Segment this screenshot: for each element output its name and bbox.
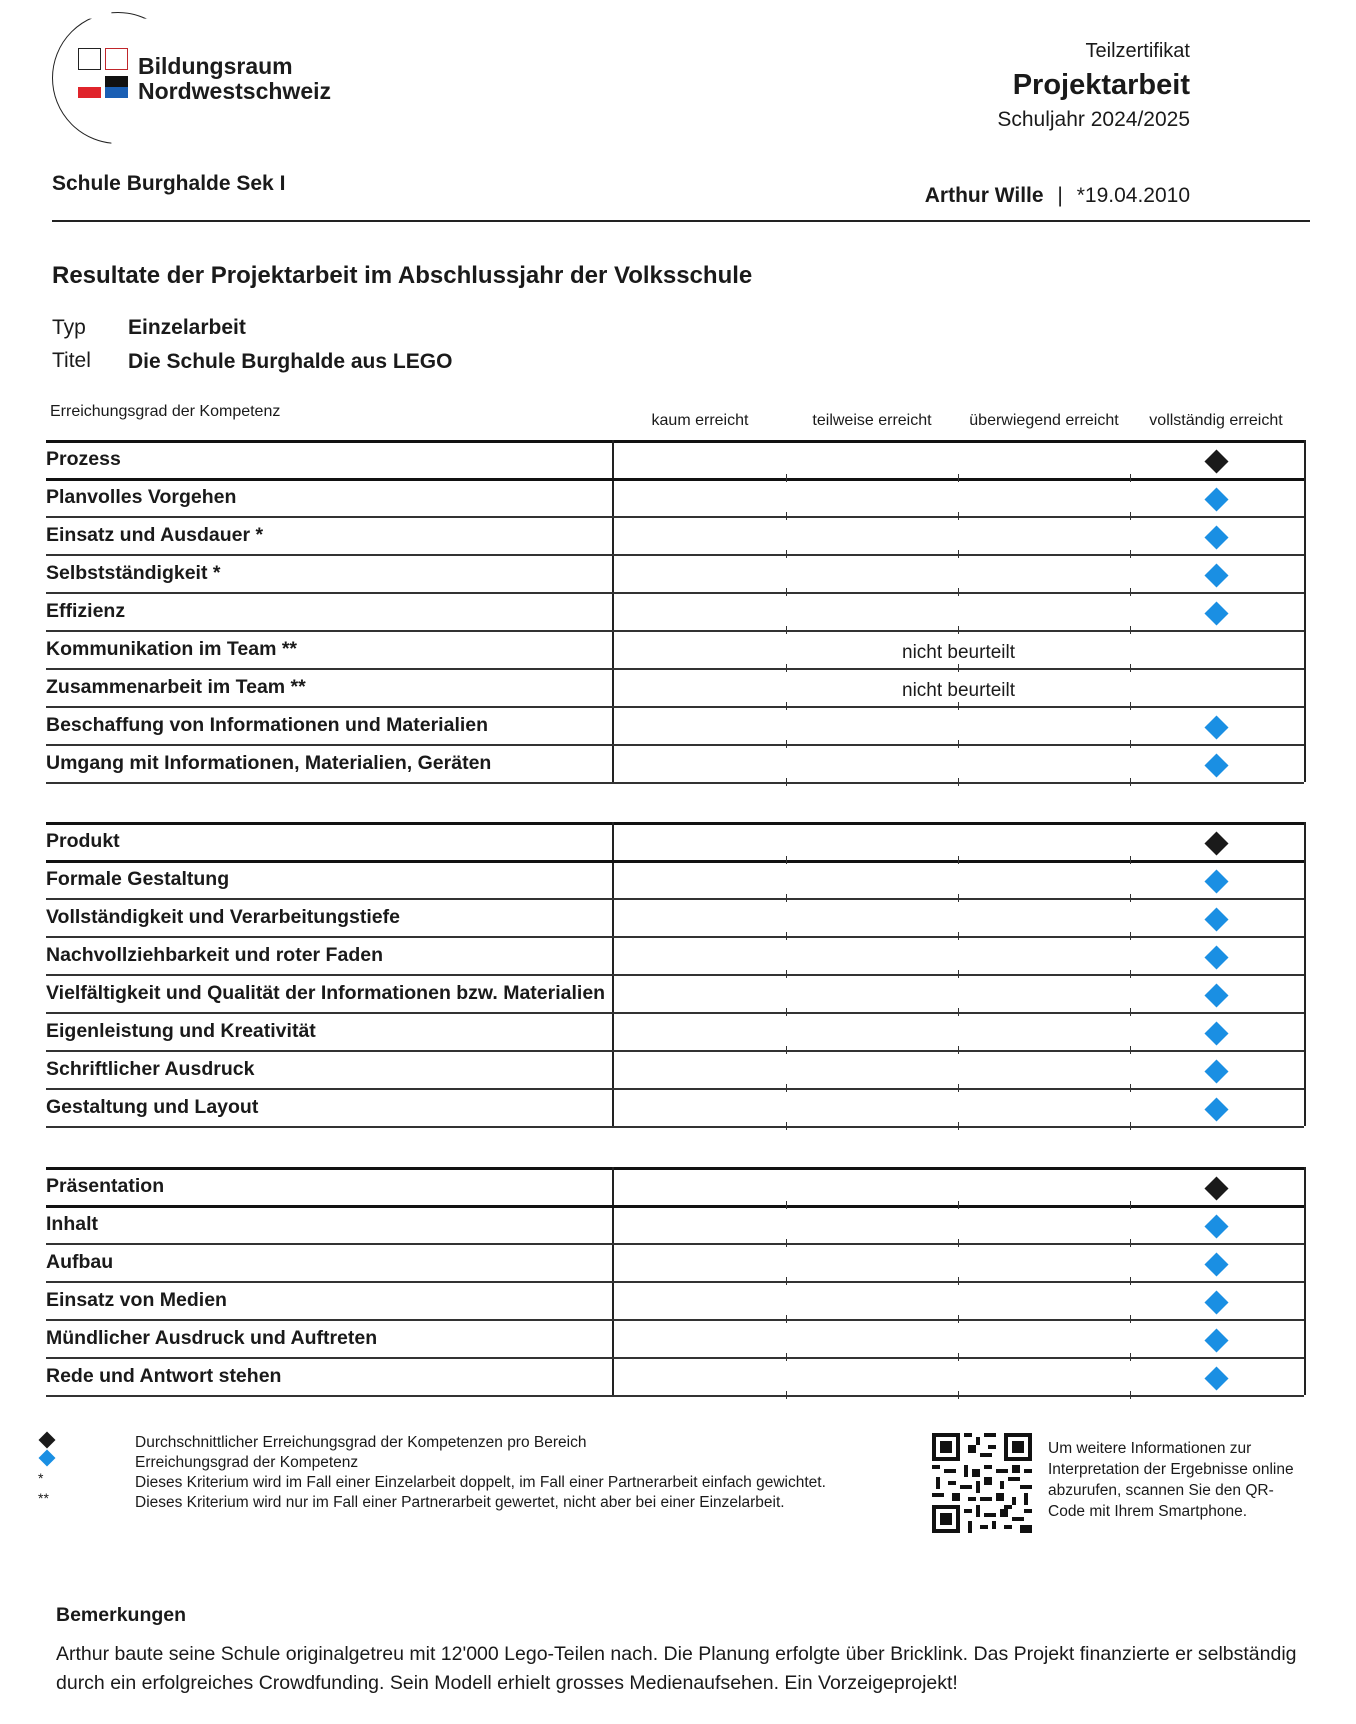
scale-tick	[958, 512, 959, 520]
scale-tick	[958, 588, 959, 596]
scale-tick	[786, 1046, 787, 1054]
scale-tick	[1130, 1201, 1131, 1209]
competency-label: Inhalt	[46, 1213, 98, 1235]
competency-label: Schriftlicher Ausdruck	[46, 1058, 255, 1080]
competency-label: Vielfältigkeit und Qualität der Informationen bzw. Materialien	[46, 982, 606, 1004]
average-level-diamond-icon	[1204, 831, 1228, 855]
scale-tick	[786, 932, 787, 940]
competency-label: Formale Gestaltung	[46, 868, 230, 890]
scale-tick	[1130, 1046, 1131, 1054]
row-rule	[46, 478, 1304, 481]
competency-label: Kommunikation im Team **	[46, 638, 298, 660]
scale-tick	[958, 1239, 959, 1247]
legend-double-star-symbol: **	[38, 1490, 49, 1506]
competency-label: Beschaffung von Informationen und Materialien	[46, 714, 489, 736]
scale-tick	[958, 1084, 959, 1092]
competency-label: Nachvollziehbarkeit und roter Faden	[46, 944, 383, 966]
scale-tick	[1130, 1277, 1131, 1285]
scale-tick	[958, 1391, 959, 1399]
scale-tick	[1130, 626, 1131, 634]
row-rule	[46, 782, 1304, 784]
legend-black-diamond: Durchschnittlicher Erreichungsgrad der Kompetenzen pro Bereich	[135, 1434, 587, 1451]
scale-tick	[1130, 512, 1131, 520]
section-top-rule	[46, 440, 1304, 443]
scale-tick	[958, 970, 959, 978]
level-diamond-icon	[1204, 715, 1228, 739]
scale-tick	[1130, 474, 1131, 482]
legend-blue-diamond-icon	[39, 1450, 56, 1467]
scale-tick	[958, 1315, 959, 1323]
legend-star-symbol: *	[38, 1470, 44, 1486]
level-diamond-icon	[1204, 1328, 1228, 1352]
competency-label: Einsatz von Medien	[46, 1289, 227, 1311]
level-diamond-icon	[1204, 487, 1228, 511]
row-rule	[46, 936, 1304, 938]
row-rule	[46, 1012, 1304, 1014]
level-diamond-icon	[1204, 525, 1228, 549]
scale-tick	[958, 1122, 959, 1130]
competency-label: Vollständigkeit und Verarbeitungstiefe	[46, 906, 400, 928]
scale-tick	[786, 1315, 787, 1323]
scale-tick	[786, 588, 787, 596]
competency-label: Selbstständigkeit *	[46, 562, 221, 584]
scale-tick	[958, 474, 959, 482]
scale-tick	[958, 664, 959, 672]
competency-label: Effizienz	[46, 600, 126, 622]
row-rule	[46, 860, 1304, 863]
competency-label: Aufbau	[46, 1251, 114, 1273]
legend-single-star: Dieses Kriterium wird im Fall einer Einzelarbeit doppelt, im Fall einer Partnerarbeit einfach gewichtet.	[135, 1474, 826, 1491]
remarks-text: Arthur baute seine Schule originalgetreu mit 12'000 Lego-Teilen nach. Die Planung erfolgte über Bricklink. Das Projekt finanzierte er selbständig durch ein erfolgreiches Crowdfunding. Sein Modell erhielt grosses Medienaufsehen. Ein Vorzeigeprojekt!	[56, 1643, 1297, 1694]
level-diamond-icon	[1204, 1059, 1228, 1083]
scale-tick	[958, 778, 959, 786]
cert-subtitle: Teilzertifikat	[1085, 40, 1190, 62]
competency-label: Zusammenarbeit im Team **	[46, 676, 306, 698]
level-diamond-icon	[1204, 983, 1228, 1007]
scale-tick	[958, 550, 959, 558]
row-rule	[46, 1319, 1304, 1321]
type-label: Typ	[52, 316, 86, 339]
level-diamond-icon	[1204, 753, 1228, 777]
scale-tick	[958, 626, 959, 634]
scale-tick	[1130, 1084, 1131, 1092]
scale-tick	[1130, 1008, 1131, 1016]
scale-tick	[958, 1046, 959, 1054]
logo-flags-icon	[78, 48, 130, 102]
scale-tick	[786, 474, 787, 482]
scale-tick	[1130, 856, 1131, 864]
scale-tick	[1130, 664, 1131, 672]
scale-tick	[1130, 778, 1131, 786]
document-title: Resultate der Projektarbeit im Abschlussjahr der Volksschule	[52, 262, 753, 289]
section-heading: Prozess	[46, 448, 121, 470]
scale-tick	[958, 702, 959, 710]
legend-text	[135, 1433, 826, 1513]
logo-wordmark: Bildungsraum Nordwestschweiz	[138, 53, 331, 104]
row-rule	[46, 554, 1304, 556]
scale-tick	[786, 856, 787, 864]
level-diamond-icon	[1204, 1290, 1228, 1314]
legend-black-diamond-icon	[39, 1432, 56, 1449]
scale-label: Erreichungsgrad der Kompetenz	[50, 403, 281, 420]
scale-tick	[786, 550, 787, 558]
section-heading: Produkt	[46, 830, 120, 852]
row-rule	[46, 1281, 1304, 1283]
competency-label: Gestaltung und Layout	[46, 1096, 259, 1118]
student-info: Arthur Wille | *19.04.2010	[924, 184, 1190, 207]
scale-tick	[1130, 550, 1131, 558]
level-diamond-icon	[1204, 563, 1228, 587]
row-rule	[46, 1357, 1304, 1359]
not-assessed-note: nicht beurteilt	[902, 642, 1016, 663]
scale-tick	[1130, 1315, 1131, 1323]
row-rule	[46, 1126, 1304, 1128]
scale-tick	[786, 1008, 787, 1016]
row-rule	[46, 1050, 1304, 1052]
row-rule	[46, 516, 1304, 518]
scale-tick	[786, 1239, 787, 1247]
competency-label: Rede und Antwort stehen	[46, 1365, 282, 1387]
level-diamond-icon	[1204, 1366, 1228, 1390]
scale-tick	[786, 512, 787, 520]
row-rule	[46, 668, 1304, 670]
scale-tick	[1130, 1353, 1131, 1361]
row-rule	[46, 1395, 1304, 1397]
header-divider	[52, 220, 1310, 222]
scale-tick	[786, 894, 787, 902]
grid-right-border	[1304, 440, 1306, 782]
row-rule	[46, 592, 1304, 594]
scale-tick	[786, 664, 787, 672]
grid-right-border	[1304, 1167, 1306, 1395]
section-heading: Präsentation	[46, 1175, 165, 1197]
cert-title: Projektarbeit	[1012, 69, 1190, 101]
section-top-rule	[46, 822, 1304, 825]
level-diamond-icon	[1204, 1214, 1228, 1238]
level-diamond-icon	[1204, 1097, 1228, 1121]
scale-tick	[1130, 702, 1131, 710]
scale-tick	[1130, 1239, 1131, 1247]
row-rule	[46, 744, 1304, 746]
scale-tick	[786, 1277, 787, 1285]
competency-label: Planvolles Vorgehen	[46, 486, 237, 508]
scale-tick	[786, 702, 787, 710]
scale-tick	[1130, 1391, 1131, 1399]
col-vollstaendig-erreicht: vollständig erreicht	[1149, 412, 1283, 429]
scale-tick	[958, 1353, 959, 1361]
col-ueberwiegend-erreicht: überwiegend erreicht	[969, 412, 1119, 429]
scale-tick	[958, 1201, 959, 1209]
row-rule	[46, 1088, 1304, 1090]
scale-tick	[786, 1201, 787, 1209]
average-level-diamond-icon	[1204, 1176, 1228, 1200]
average-level-diamond-icon	[1204, 449, 1228, 473]
row-rule	[46, 974, 1304, 976]
scale-tick	[786, 970, 787, 978]
school-name: Schule Burghalde Sek I	[52, 172, 286, 195]
scale-tick	[1130, 740, 1131, 748]
scale-tick	[958, 740, 959, 748]
remarks-heading: Bemerkungen	[56, 1604, 187, 1626]
legend-double-star: Dieses Kriterium wird nur im Fall einer Partnerarbeit gewertet, nicht aber bei einer Einzelarbeit.	[135, 1494, 785, 1511]
row-rule	[46, 1243, 1304, 1245]
scale-tick	[958, 1008, 959, 1016]
scale-tick	[1130, 932, 1131, 940]
competency-label: Einsatz und Ausdauer *	[46, 524, 264, 546]
scale-tick	[958, 932, 959, 940]
scale-tick	[786, 1122, 787, 1130]
col-kaum-erreicht: kaum erreicht	[651, 412, 749, 429]
title-value: Die Schule Burghalde aus LEGO	[128, 350, 453, 373]
scale-tick	[958, 894, 959, 902]
qr-explanation: Um weitere Informationen zur Interpretation der Ergebnisse online abzurufen, scannen Sie den QR-Code mit Ihrem Smartphone.	[1048, 1440, 1294, 1520]
row-rule	[46, 630, 1304, 632]
scale-tick	[786, 778, 787, 786]
scale-tick	[786, 1084, 787, 1092]
level-diamond-icon	[1204, 907, 1228, 931]
type-value: Einzelarbeit	[128, 316, 246, 339]
scale-tick	[1130, 588, 1131, 596]
label-column-divider	[612, 440, 614, 782]
level-diamond-icon	[1204, 869, 1228, 893]
row-rule	[46, 1205, 1304, 1208]
legend-blue-diamond: Erreichungsgrad der Kompetenz	[135, 1454, 359, 1471]
scale-tick	[1130, 970, 1131, 978]
qr-code-icon[interactable]	[932, 1433, 1032, 1533]
row-rule	[46, 898, 1304, 900]
certificate-heading	[997, 40, 1190, 132]
level-diamond-icon	[1204, 1252, 1228, 1276]
col-teilweise-erreicht: teilweise erreicht	[812, 412, 932, 429]
scale-tick	[786, 740, 787, 748]
level-diamond-icon	[1204, 601, 1228, 625]
student-birthdate: *19.04.2010	[1076, 184, 1190, 207]
row-rule	[46, 706, 1304, 708]
scale-tick	[786, 626, 787, 634]
scale-tick	[786, 1353, 787, 1361]
title-label: Titel	[52, 349, 91, 372]
competency-label: Eigenleistung und Kreativität	[46, 1020, 316, 1042]
scale-tick	[1130, 894, 1131, 902]
student-name: Arthur Wille	[924, 184, 1044, 207]
scale-tick	[958, 1277, 959, 1285]
level-diamond-icon	[1204, 1021, 1228, 1045]
scale-tick	[958, 856, 959, 864]
not-assessed-note: nicht beurteilt	[902, 680, 1016, 701]
competency-label: Mündlicher Ausdruck und Auftreten	[46, 1327, 378, 1349]
competency-label: Umgang mit Informationen, Materialien, Geräten	[46, 752, 492, 774]
level-diamond-icon	[1204, 945, 1228, 969]
school-year: Schuljahr 2024/2025	[997, 108, 1190, 131]
scale-tick	[1130, 1122, 1131, 1130]
section-top-rule	[46, 1167, 1304, 1170]
scale-tick	[786, 1391, 787, 1399]
grid-right-border	[1304, 822, 1306, 1126]
